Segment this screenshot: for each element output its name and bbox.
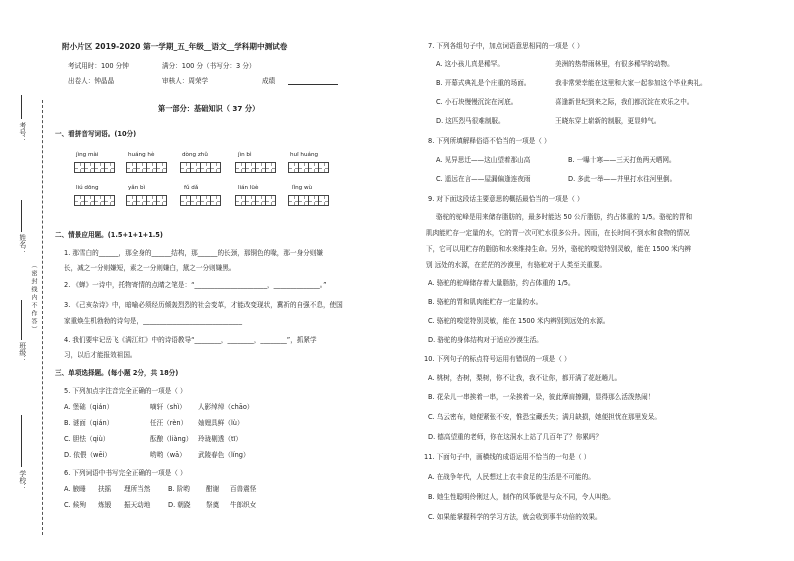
q3-line2: 家重焕生机勃勃的诗句是，______________________________ xyxy=(64,317,243,325)
q11-option-c: C. 如果能掌握科学的学习方法，就会收到事半功倍的效果。 xyxy=(428,513,602,521)
q6-d1: D. 朝跷 xyxy=(168,501,191,509)
xuexiao-line xyxy=(21,415,22,467)
binding-line xyxy=(42,100,43,535)
q9-passage-1: 骆驼的驼峰是用来储存脂肪的，最多时能达 50 公斤脂肪，约占体重的 1/5。骆驼的胃和 xyxy=(436,213,693,221)
q8-b: B. 一曝十寒——三天打鱼两天晒网。 xyxy=(568,156,676,164)
q6-b1: B. 阶哟 xyxy=(168,485,190,493)
q5-a3: 人影绰绰（chāo） xyxy=(198,403,254,411)
q5-b3: 妯娌具鲜（lù） xyxy=(198,419,244,427)
q6-a1: A. 腋睡 xyxy=(64,485,86,493)
q5-stem: 5. 下列加点字注音完全正确的一项是（ ） xyxy=(64,387,187,395)
q5-c3: 玲珑剔透（tī） xyxy=(198,435,242,443)
answer-grid-8[interactable] xyxy=(180,195,220,206)
exam-time: 考试用时：100 分钟 xyxy=(68,62,129,70)
q5-c2: 酝酿（liàng） xyxy=(150,435,193,443)
pinyin-4: jìn bì xyxy=(238,152,252,158)
banji-label: 班级： xyxy=(17,342,26,363)
q9-option-c: C. 骆驼的嗅觉特别灵敏，能在 1500 米内辨别到远处的水源。 xyxy=(428,317,610,325)
q6-d2: 祭奠 xyxy=(206,501,220,509)
q4-line1: 4. 我们要牢记岳飞《满江红》中的诗语教导“________，________，________”，抓紧学 xyxy=(64,336,317,344)
xingming-label: 姓名： xyxy=(17,234,26,255)
q1-line2: 长，减之一分则嫌短，素之一分则嫌白，黛之一分则嫌黑。 xyxy=(64,264,236,272)
answer-grid-2[interactable] xyxy=(126,162,166,173)
score-label: 成绩 xyxy=(262,77,276,85)
q6-b3: 百兽震怪 xyxy=(230,485,257,493)
answer-grid-6[interactable] xyxy=(74,195,114,206)
q5-b1: B. 谜面（qián） xyxy=(64,419,114,427)
q10-option-b: B. 花朵儿一串挨着一串，一朵挨着一朵，彼此摩肩擦踵，显得那么活泼热闹！ xyxy=(428,393,655,401)
q6-b2: 酣谢 xyxy=(206,485,220,493)
author: 出卷人：钟晶晶 xyxy=(68,77,115,85)
pinyin-6: liú dōng xyxy=(76,185,99,191)
q5-c1: C. 胆怯（qiù） xyxy=(64,435,110,443)
q7-c-right: 喜逢新世纪到来之际，我们都沉淀在欢乐之中。 xyxy=(555,98,694,106)
q11-stem: 11. 下面句子中，画横线的成语运用不恰当的一句是（ ） xyxy=(424,453,591,461)
answer-grid-4[interactable] xyxy=(235,162,275,173)
banji-line xyxy=(21,300,22,340)
score-blank[interactable] xyxy=(288,84,338,85)
q7-d-right: 王晓东穿上崭新的制服，更显帅气。 xyxy=(555,117,661,125)
q7-b-left: B. 开幕式典礼是个庄重的场面。 xyxy=(436,79,531,87)
q6-a3: 理所当然 xyxy=(124,485,151,493)
q3-line1: 3. 《己亥杂诗》中，暗喻必须经历倾轰烈烈的社会变革，才能改变现状，冀祈的自强不息，使国 xyxy=(64,301,343,309)
pinyin-5: huī huáng xyxy=(290,152,319,158)
q1-line1: 1. 那雪白的______，那全身的______结构，那______的长颈，那铜色的喙，那一身分则嫌 xyxy=(64,249,323,257)
q5-b2: 任汪（rèn） xyxy=(150,419,188,427)
pinyin-7: yǎn bì xyxy=(128,185,146,191)
q8-d: D. 多此一举——井里打水往河里倒。 xyxy=(568,175,677,183)
q8-stem: 8. 下列所填解释俗语不恰当的一项是（ ） xyxy=(428,137,551,145)
q5-a2: 嘀轩（shì） xyxy=(150,403,186,411)
q4-line2: 习，以后才能报效祖国。 xyxy=(64,351,137,359)
q6-c1: C. 候殉 xyxy=(64,501,86,509)
q6-c3: 振天动地 xyxy=(124,501,151,509)
answer-grid-3[interactable] xyxy=(180,162,220,173)
answer-grid-10[interactable] xyxy=(288,195,328,206)
xuexiao-label: 学校： xyxy=(17,470,26,491)
q9-passage-4: 别 远处的水源，在茫茫的沙漠里，有骆驼对于人类至关重要。 xyxy=(426,261,607,269)
seal-note: （密封线内不作答） xyxy=(30,262,37,334)
q5-d3: 武陵春色（líng） xyxy=(198,451,250,459)
answer-grid-9[interactable] xyxy=(235,195,275,206)
pinyin-10: lǐng wù xyxy=(292,185,313,191)
q10-option-a: A. 桃树，杏树，梨树，你不让我，我不让你，都开满了花赶趟儿。 xyxy=(428,374,622,382)
q5-d2: 哟哟（wā） xyxy=(150,451,186,459)
section2-heading: 二、情景应用题。(1.5+1+1+1.5) xyxy=(55,231,163,239)
xingming-line xyxy=(21,200,22,232)
q7-a-right: 美洲的热带雨林里，有很多稀罕的动物。 xyxy=(555,60,674,68)
q8-c: C. 遥远在言——屋漏偏逢连夜雨 xyxy=(436,175,531,183)
q9-option-b: B. 骆驼的胃和肌肉能贮存一定量的水。 xyxy=(428,298,543,306)
q5-a1: A. 堡础（qián） xyxy=(64,403,114,411)
q8-a: A. 见异思迁——这山望着那山高 xyxy=(436,156,531,164)
pinyin-9: lián lüè xyxy=(238,185,259,191)
q10-stem: 10. 下列句子的标点符号运用有错误的一项是（ ） xyxy=(424,355,571,363)
q2-line: 2. 《蝉》一诗中，托物寄情的点睛之笔是：“______________________，______________。” xyxy=(64,281,327,289)
q7-b-right: 我非常荣幸能在这里和大家一起参加这个毕业典礼。 xyxy=(555,79,707,87)
kaohao-label: 考号： xyxy=(17,122,26,143)
answer-grid-1[interactable] xyxy=(74,162,114,173)
q5-d1: D. 依偎（wēi） xyxy=(64,451,111,459)
q9-stem: 9. 对下面这段话主要意思的概括最恰当的一项是（ ） xyxy=(428,195,584,203)
q7-c-left: C. 小石块慢慢沉淀在河底。 xyxy=(436,98,518,106)
q9-option-a: A. 骆驼的驼峰储存着大量脂肪，约占体重的 1/5。 xyxy=(428,279,575,287)
answer-grid-5[interactable] xyxy=(288,162,328,173)
q7-a-left: A. 这小孩儿真是稀罕。 xyxy=(436,60,504,68)
part1-heading: 第一部分：基础知识（ 37 分） xyxy=(158,104,260,113)
q6-a2: 扶摇 xyxy=(98,485,112,493)
q10-option-c: C. 乌云密布，她便紧张不安，惟恐宝藏丢失；满月缺损，她便担忧在那里发呆。 xyxy=(428,413,661,421)
q11-option-a: A. 在战争年代，人民想过上衣丰食足的生活是不可能的。 xyxy=(428,473,595,481)
kaohao-line xyxy=(21,95,22,119)
q6-stem: 6. 下列词语中书写完全正确的一项是（ ） xyxy=(64,469,187,477)
q10-option-d: D. 德高望重的老师，你在这洞水上站了几百年了？你累吗？ xyxy=(428,433,603,441)
section1-heading: 一、看拼音写词语。(10分) xyxy=(55,130,137,138)
pinyin-1: jìng mài xyxy=(76,152,99,158)
q9-passage-2: 肌肉能贮存一定量的水，它的胃一次可贮水很多公升。因而，在长时间不到水和食物的情况 xyxy=(426,229,690,237)
answer-grid-7[interactable] xyxy=(126,195,166,206)
section3-heading: 三、单项选择题。(每小题 2分，共 18分) xyxy=(55,369,179,377)
q9-passage-3: 下，它可以用贮存的脂肪和水来维持生命。另外，骆驼的嗅觉特别灵敏，能在 1500 米内辨 xyxy=(426,245,691,253)
q11-option-b: B. 她生性聪明伶俐过人，制作的风筝就是与众不同，令人叫绝。 xyxy=(428,493,615,501)
q7-stem: 7. 下列各组句子中，加点词语意思相同的一项是（ ） xyxy=(428,42,584,50)
q9-option-d: D. 骆驼的身体结构对于适应沙漠生活。 xyxy=(428,336,543,344)
exam-title: 附小片区 2019-2020 第一学期_五_年级__语文__学科期中测试卷 xyxy=(62,42,288,51)
q6-d3: 牛郎织女 xyxy=(230,501,257,509)
q6-c2: 炼锻 xyxy=(98,501,112,509)
pinyin-3: dòng zhǔ xyxy=(182,152,208,158)
reviewer: 审核人：周荣学 xyxy=(162,77,209,85)
full-score: 满分：100 分（书写分：3 分） xyxy=(162,62,256,70)
pinyin-8: fǔ dǎ xyxy=(184,185,199,191)
pinyin-2: huáng hè xyxy=(128,152,155,158)
q7-d-left: D. 这匹烈马很难制服。 xyxy=(436,117,505,125)
